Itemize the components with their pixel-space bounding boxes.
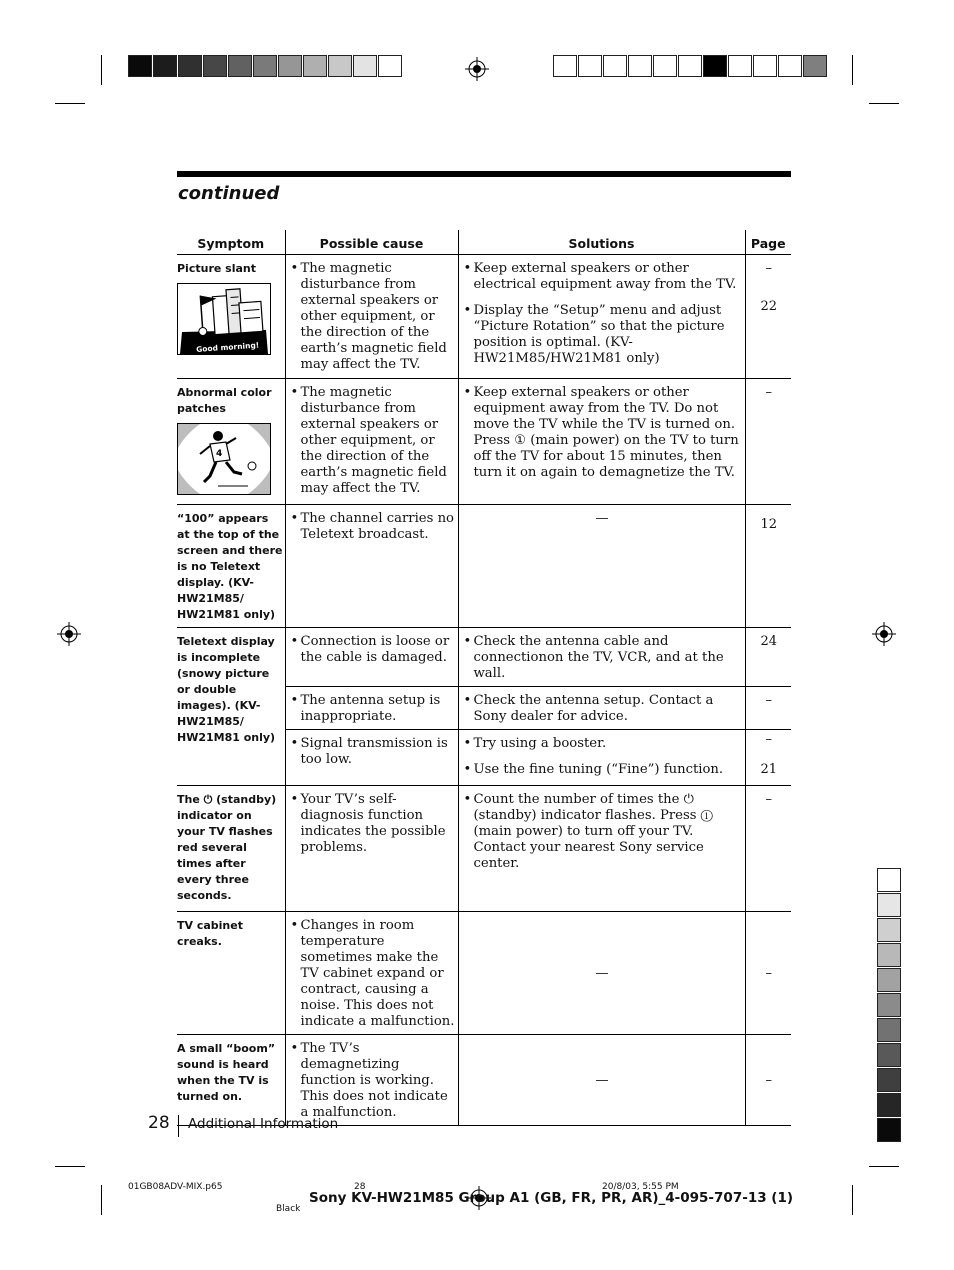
color-swatch (328, 55, 352, 77)
footer-divider (178, 1115, 179, 1137)
color-swatch (553, 55, 577, 77)
solution-none: — (595, 966, 609, 981)
page-cell (745, 687, 791, 730)
cause-item: • Changes in room temperature sometimes make the TV cabinet expand or contract, causing a noise. This does not indicate a malfunction. (289, 918, 456, 1030)
symptom-text: Picture slant (177, 262, 256, 275)
color-swatch (877, 1068, 901, 1092)
solution-cell (458, 730, 745, 786)
color-swatch (378, 55, 402, 77)
page-number: 28 (148, 1113, 170, 1133)
solution-item: • Try using a booster. (462, 736, 743, 752)
solution-cell (458, 379, 745, 505)
solution-item: • Keep external speakers or other electrical equipment away from the TV. (462, 261, 743, 293)
color-swatch (353, 55, 377, 77)
color-swatch (877, 918, 901, 942)
color-swatch (203, 55, 227, 77)
slug-page: 28 (354, 1182, 366, 1192)
symptom-cell (177, 1035, 285, 1126)
color-swatch (153, 55, 177, 77)
cause-cell (285, 628, 458, 687)
page-heading: continued (178, 183, 280, 204)
symptom-text: “100” appears at the top of the screen and there is no Teletext display. (KV-HW21M85/ HW21M81 only) (177, 512, 283, 621)
solution-item: • Check the antenna setup. Contact a Sony dealer for advice. (462, 693, 743, 725)
symptom-text: Teletext display is incomplete (snowy picture or double images). (KV-HW21M85/ HW21M81 only) (177, 635, 276, 744)
crop-mark (55, 1166, 85, 1167)
page-ref: – (765, 792, 772, 807)
color-swatch (877, 1043, 901, 1067)
registration-target-icon (57, 622, 81, 646)
illustration-caption: Good morning! (195, 340, 260, 354)
color-swatch (877, 993, 901, 1017)
solution-cell (458, 628, 745, 687)
grayscale-bar-top-right (553, 55, 828, 77)
crop-mark (101, 55, 102, 85)
page-cell (745, 628, 791, 687)
table-row (177, 505, 791, 628)
symptom-cell (177, 912, 285, 1035)
crop-mark (869, 103, 899, 104)
cause-item: • The TV’s demagnetizing function is working. This does not indicate a malfunction. (289, 1041, 456, 1121)
color-swatch (877, 868, 901, 892)
color-swatch (303, 55, 327, 77)
slug-timestamp: 20/8/03, 5:55 PM (602, 1182, 679, 1192)
solution-item: • Check the antenna cable and connectionon the TV, VCR, and at the wall. (462, 634, 743, 682)
cause-cell (285, 730, 458, 786)
slug-plate: Black (276, 1204, 301, 1214)
symptom-cell (177, 628, 285, 786)
page-ref: – (765, 1073, 772, 1088)
color-swatch (877, 968, 901, 992)
symptom-text: A small “boom” sound is heard when the TV is turned on. (177, 1042, 276, 1103)
crop-mark (869, 1166, 899, 1167)
cause-cell (285, 912, 458, 1035)
section-label: Additional Information (188, 1116, 339, 1132)
cause-item: • The magnetic disturbance from external speakers or other equipment, or the direction of the earth’s magnetic field may affect the TV. (289, 261, 456, 373)
cause-cell (285, 1035, 458, 1126)
color-swatch (278, 55, 302, 77)
picture-slant-illustration (177, 283, 271, 355)
section-rule (177, 171, 791, 177)
color-swatch (753, 55, 777, 77)
color-swatch (253, 55, 277, 77)
cause-item: • Signal transmission is too low. (289, 736, 456, 768)
symptom-cell (177, 379, 285, 505)
header-cause: Possible cause (285, 230, 458, 255)
solution-item: • Display the “Setup” menu and adjust “Picture Rotation” so that the picture position is optimal. (KV-HW21M85/HW21M81 only) (462, 303, 743, 367)
color-swatch (778, 55, 802, 77)
cause-cell (285, 687, 458, 730)
cause-item: • Your TV’s self-diagnosis function indicates the possible problems. (289, 792, 456, 856)
solution-cell (458, 687, 745, 730)
solution-none: — (595, 511, 609, 526)
color-swatch (178, 55, 202, 77)
solution-cell (458, 912, 745, 1035)
page-cell (745, 730, 791, 786)
color-swatch (877, 1093, 901, 1117)
symptom-cell (177, 505, 285, 628)
page-ref: 22 (760, 299, 778, 314)
color-swatch (703, 55, 727, 77)
solution-cell (458, 1035, 745, 1126)
cause-cell (285, 505, 458, 628)
cause-item: • The channel carries no Teletext broadcast. (289, 511, 456, 543)
page-cell (745, 255, 791, 379)
registration-target-icon (872, 622, 896, 646)
registration-target-icon (465, 57, 489, 81)
model-line: Sony KV-HW21M85 Group A1 (GB, FR, PR, AR)_4-095-707-13 (1) (309, 1190, 794, 1206)
color-swatch (128, 55, 152, 77)
troubleshooting-table (177, 230, 791, 1126)
color-swatch (803, 55, 827, 77)
symptom-text: TV cabinet creaks. (177, 919, 243, 948)
header-solutions: Solutions (458, 230, 745, 255)
table-row (177, 786, 791, 912)
page-cell (745, 379, 791, 505)
color-swatch (578, 55, 602, 77)
color-swatch (653, 55, 677, 77)
cause-cell (285, 786, 458, 912)
color-swatch (628, 55, 652, 77)
color-swatch (877, 893, 901, 917)
color-swatch (877, 943, 901, 967)
cause-item: • Connection is loose or the cable is damaged. (289, 634, 456, 666)
symptom-text: Abnormal color patches (177, 386, 272, 415)
solution-cell (458, 505, 745, 628)
crop-mark (852, 55, 853, 85)
page-cell (745, 912, 791, 1035)
table-row (177, 379, 791, 505)
solution-cell (458, 255, 745, 379)
page-cell (745, 1035, 791, 1126)
cause-item: • The magnetic disturbance from external speakers or other equipment, or the direction of the earth’s magnetic field may affect the TV. (289, 385, 456, 497)
symptom-text: The ⏻ (standby) indicator on your TV flashes red several times after every three seconds. (177, 793, 277, 902)
color-swatch (728, 55, 752, 77)
svg-text:4: 4 (216, 449, 223, 459)
color-swatch (877, 1118, 901, 1142)
crop-mark (55, 103, 85, 104)
color-swatch (603, 55, 627, 77)
page-ref: – (765, 385, 772, 400)
table-row (177, 1035, 791, 1126)
color-patches-illustration (177, 423, 271, 495)
color-swatch (877, 1018, 901, 1042)
cause-cell (285, 379, 458, 505)
grayscale-bar-side (877, 868, 901, 1143)
cause-cell (285, 255, 458, 379)
page-cell (745, 505, 791, 628)
page-ref: 24 (760, 634, 778, 649)
page-ref: 12 (760, 517, 778, 532)
solution-item: • Use the fine tuning (“Fine”) function. (462, 762, 743, 778)
solution-cell (458, 786, 745, 912)
color-swatch (678, 55, 702, 77)
page-ref: – (765, 693, 772, 708)
symptom-cell (177, 255, 285, 379)
color-swatch (228, 55, 252, 77)
cause-item: • The antenna setup is inappropriate. (289, 693, 456, 725)
crop-mark (852, 1185, 853, 1215)
page-ref: – (765, 732, 772, 747)
header-page: Page (745, 230, 791, 255)
table-row (177, 255, 791, 379)
solution-item: • Keep external speakers or other equipment away from the TV. Do not move the TV while the TV is turned on. Press ① (main power) on the TV to turn off the TV for about 15 minutes, then turn it on again to demagnetize the TV. (462, 385, 743, 481)
page-ref: – (765, 966, 772, 981)
table-row (177, 628, 791, 687)
page-ref: – (765, 261, 772, 276)
slug-file: 01GB08ADV-MIX.p65 (128, 1182, 223, 1192)
symptom-cell (177, 786, 285, 912)
page-ref: 21 (760, 762, 778, 777)
solution-none: — (595, 1073, 609, 1088)
table-header-row (177, 230, 791, 255)
grayscale-bar-top-left (128, 55, 403, 77)
page-cell (745, 786, 791, 912)
solution-item: • Count the number of times the ⏻ (standby) indicator flashes. Press ① (main power) to turn off your TV. Contact your nearest Sony service center. (462, 792, 743, 872)
table-row (177, 912, 791, 1035)
crop-mark (101, 1185, 102, 1215)
header-symptom: Symptom (177, 230, 285, 255)
